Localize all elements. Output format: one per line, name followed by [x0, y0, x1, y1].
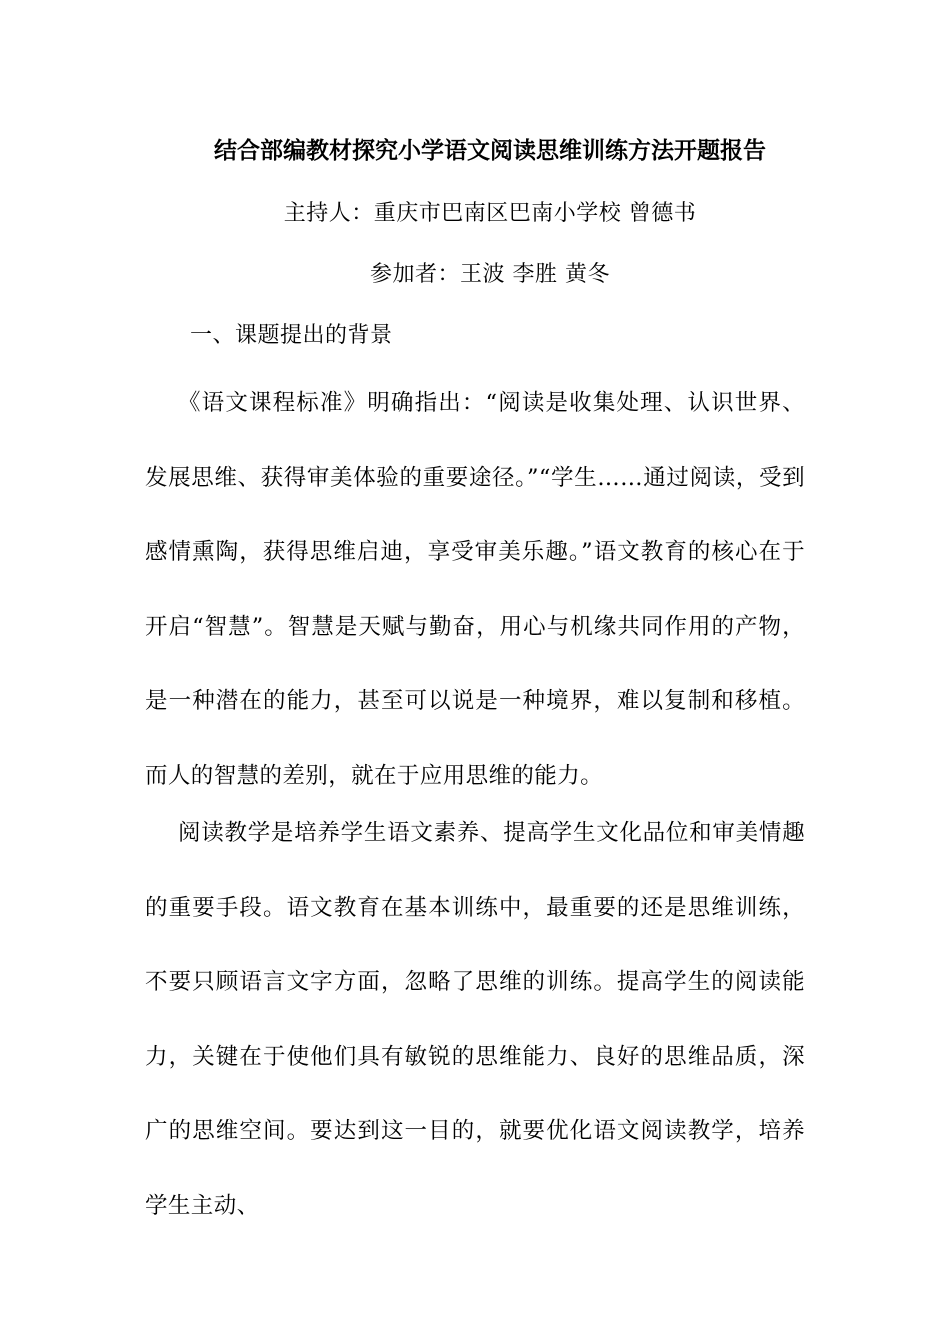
host-line: 主持人：重庆市巴南区巴南小学校 曾德书 [283, 201, 697, 226]
paragraph-1: 《语文课程标准》明确指出：“阅读是收集处理、认识世界、发展思维、获得审美体验的重要途径。”“学生……通过阅读，受到感情熏陶，获得思维启迪，享受审美乐趣。”语文教育的核心在于开启“智慧”。智慧是天赋与勤奋，用心与机缘共同作用的产物，是一种潜在的能力，甚至可以说是一种境界，难以复制和移植。而人的智慧的差别，就在于应用思维的能力。 [145, 390, 805, 789]
document-title: 结合部编教材探究小学语文阅读思维训练方法开题报告 [214, 138, 766, 164]
section-heading: 一、课题提出的背景 [190, 323, 393, 348]
participants-line: 参加者：王波 李胜 黄冬 [370, 262, 610, 287]
paragraph-2: 阅读教学是培养学生语文素养、提高学生文化品位和审美情趣的重要手段。语文教育在基本训练中，最重要的还是思维训练，不要只顾语言文字方面，忽略了思维的训练。提高学生的阅读能力，关键在于使他们具有敏锐的思维能力、良好的思维品质，深广的思维空间。要达到这一目的，就要优化语文阅读教学，培养学生主动、 [145, 820, 805, 1219]
